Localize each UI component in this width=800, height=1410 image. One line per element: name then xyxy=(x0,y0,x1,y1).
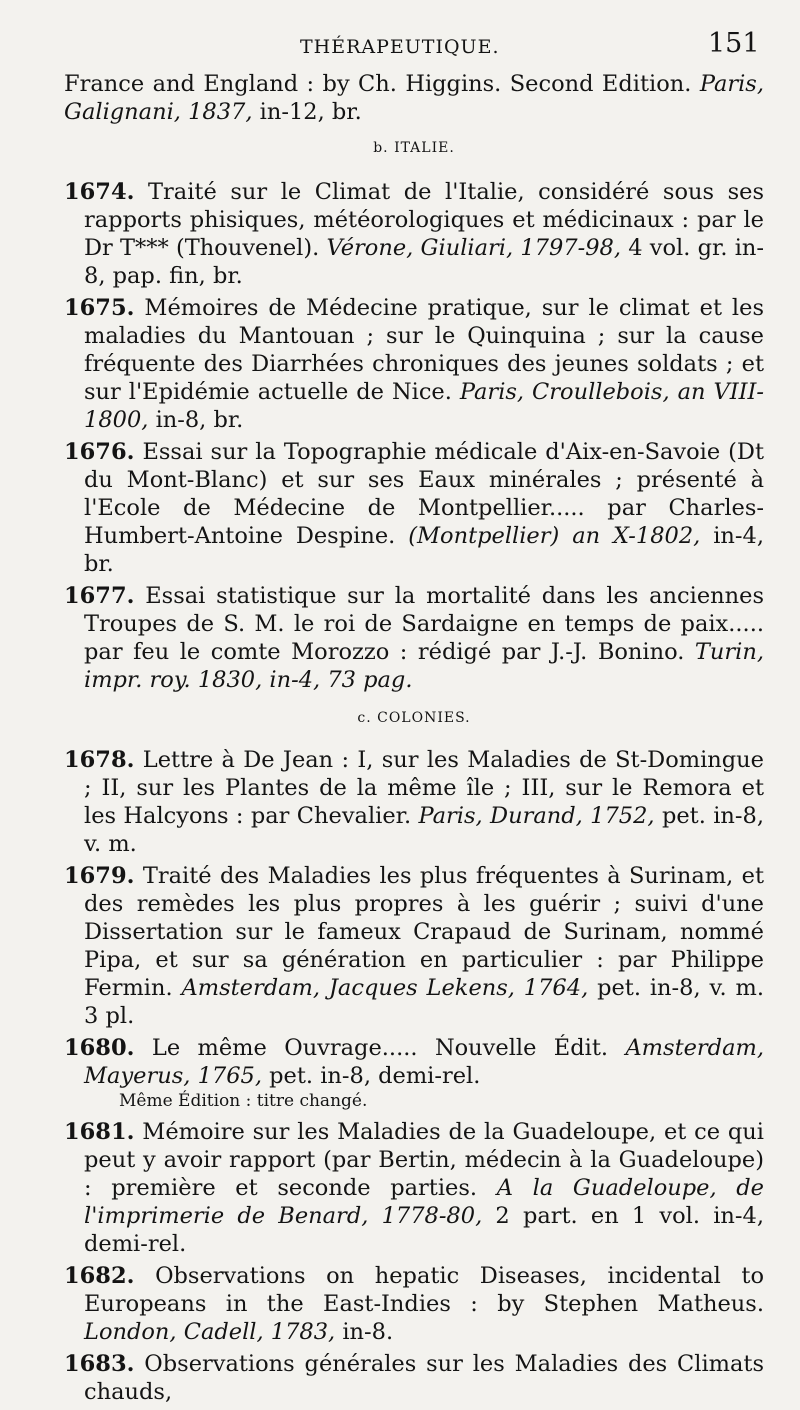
entry-number: 1682. xyxy=(64,1263,135,1289)
entry-imprint: Amsterdam, Mayerus, 1765, xyxy=(84,1035,764,1089)
entry-number: 1681. xyxy=(64,1119,135,1145)
entry-note: Même Édition : titre changé. xyxy=(119,1091,368,1111)
entry-number: 1678. xyxy=(64,747,135,773)
entry-imprint: Paris, Croullebois, an VIII-1800, xyxy=(84,379,764,433)
entry-imprint: Paris, Galignani, 1837, xyxy=(64,71,765,125)
entry-number: 1674. xyxy=(64,179,135,205)
entry-number: 1680. xyxy=(64,1035,135,1061)
entry-title: Essai sur la Topographie médicale d'Aix-en-Savoie (Dt du Mont-Blanc) et sur ses Eaux minérales ; présenté à l'Ecole de Médecine de Montpellier..... par Charles-Humbert-Antoine Despine. xyxy=(84,439,764,549)
entry-1683 xyxy=(64,1350,764,1406)
entry-1675 xyxy=(64,294,764,434)
page-content xyxy=(64,70,764,1410)
entry-format: in-8, br. xyxy=(155,407,244,433)
entry-format: in-8. xyxy=(342,1319,394,1345)
entry-imprint: (Montpellier) an X-1802, xyxy=(408,523,701,549)
entry-imprint: Vérone, Giuliari, 1797-98, xyxy=(326,235,621,261)
page-header xyxy=(0,28,800,68)
entry-title: Mémoire sur les Maladies de la Guadeloupe, et ce qui peut y avoir rapport (par Bertin, médecin à la Guadeloupe) : première et seconde parties. xyxy=(84,1119,764,1201)
entry-imprint: London, Cadell, 1783, xyxy=(84,1319,336,1345)
entry-imprint: Amsterdam, Jacques Lekens, 1764, xyxy=(181,975,589,1001)
entry-format: 4 vol. gr. in-8, pap. fin, br. xyxy=(84,235,765,289)
entry-number: 1675. xyxy=(64,295,135,321)
entry-format: pet. in-8, v. m. 3 pl. xyxy=(84,975,764,1029)
entry-1681 xyxy=(64,1118,764,1258)
entry-imprint: Turin, impr. roy. 1830, xyxy=(84,639,764,693)
entry-imprint: A la Guadeloupe, de l'imprimerie de Benard, 1778-80, xyxy=(84,1175,764,1229)
entry-title: France and England : by Ch. Higgins. Second Edition. xyxy=(64,71,692,97)
entry-1674 xyxy=(64,178,764,290)
entry-format: in-4, 73 pag. xyxy=(269,667,413,693)
entry-title: Traité sur le Climat de l'Italie, considéré sous ses rapports phisiques, météorologiques et médicinaux : par le Dr T*** (Thouvenel). xyxy=(84,179,765,261)
entry-number: 1676. xyxy=(64,439,135,465)
entry-number: 1683. xyxy=(64,1351,135,1377)
entry-1682 xyxy=(64,1262,764,1346)
entry-1680 xyxy=(64,1034,764,1090)
entry-title: Mémoires de Médecine pratique, sur le climat et les maladies du Mantouan ; sur le Quinquina ; sur la cause fréquente des Diarrhées chroniques des jeunes soldats ; et sur l'Epidémie actuelle de Nice. xyxy=(84,295,764,405)
entry-title: Traité des Maladies les plus fréquentes à Surinam, et des remèdes les plus propres à les guérir ; suivi d'une Dissertation sur le fameux Crapaud de Surinam, nommé Pipa, et sur sa génération en particulier : par Philippe Fermin. xyxy=(84,863,764,1001)
entry-format: in-4, br. xyxy=(84,523,764,577)
page-number: 151 xyxy=(708,28,760,59)
entry-title: Lettre à De Jean : I, sur les Maladies de St-Domingue ; II, sur les Plantes de la même île ; III, sur le Remora et les Halcyons : par Chevalier. xyxy=(84,747,764,829)
entry-number: 1679. xyxy=(64,863,135,889)
entry-format: pet. in-8, v. m. xyxy=(84,803,764,857)
running-head: THÉRAPEUTIQUE. xyxy=(300,36,500,58)
entry-number: 1677. xyxy=(64,583,135,609)
entry-imprint: Paris, Durand, 1752, xyxy=(418,803,655,829)
continued-entry xyxy=(64,70,764,126)
entry-1679 xyxy=(64,862,764,1030)
entry-title: Essai statistique sur la mortalité dans les anciennes Troupes de S. M. le roi de Sardaigne en temps de paix..... par feu le comte Morozzo : rédigé par J.-J. Bonino. xyxy=(84,583,765,665)
entry-format: pet. in-8, demi-rel. xyxy=(269,1063,481,1089)
entry-1677 xyxy=(64,582,764,694)
entry-format: 2 part. en 1 vol. in-4, demi-rel. xyxy=(84,1203,764,1257)
entry-title: Le même Ouvrage..... Nouvelle Édit. xyxy=(151,1035,609,1061)
entry-format: in-12, br. xyxy=(259,99,362,125)
entry-title: Observations on hepatic Diseases, incidental to Europeans in the East-Indies : by Stephen Matheus. xyxy=(84,1263,764,1317)
entry-1676 xyxy=(64,438,764,578)
section-heading-italie: b. ITALIE. xyxy=(373,140,455,156)
entry-title: Observations générales sur les Maladies des Climats chauds, xyxy=(84,1351,764,1405)
entry-1678 xyxy=(64,746,764,858)
section-heading-colonies: c. COLONIES. xyxy=(357,710,471,726)
